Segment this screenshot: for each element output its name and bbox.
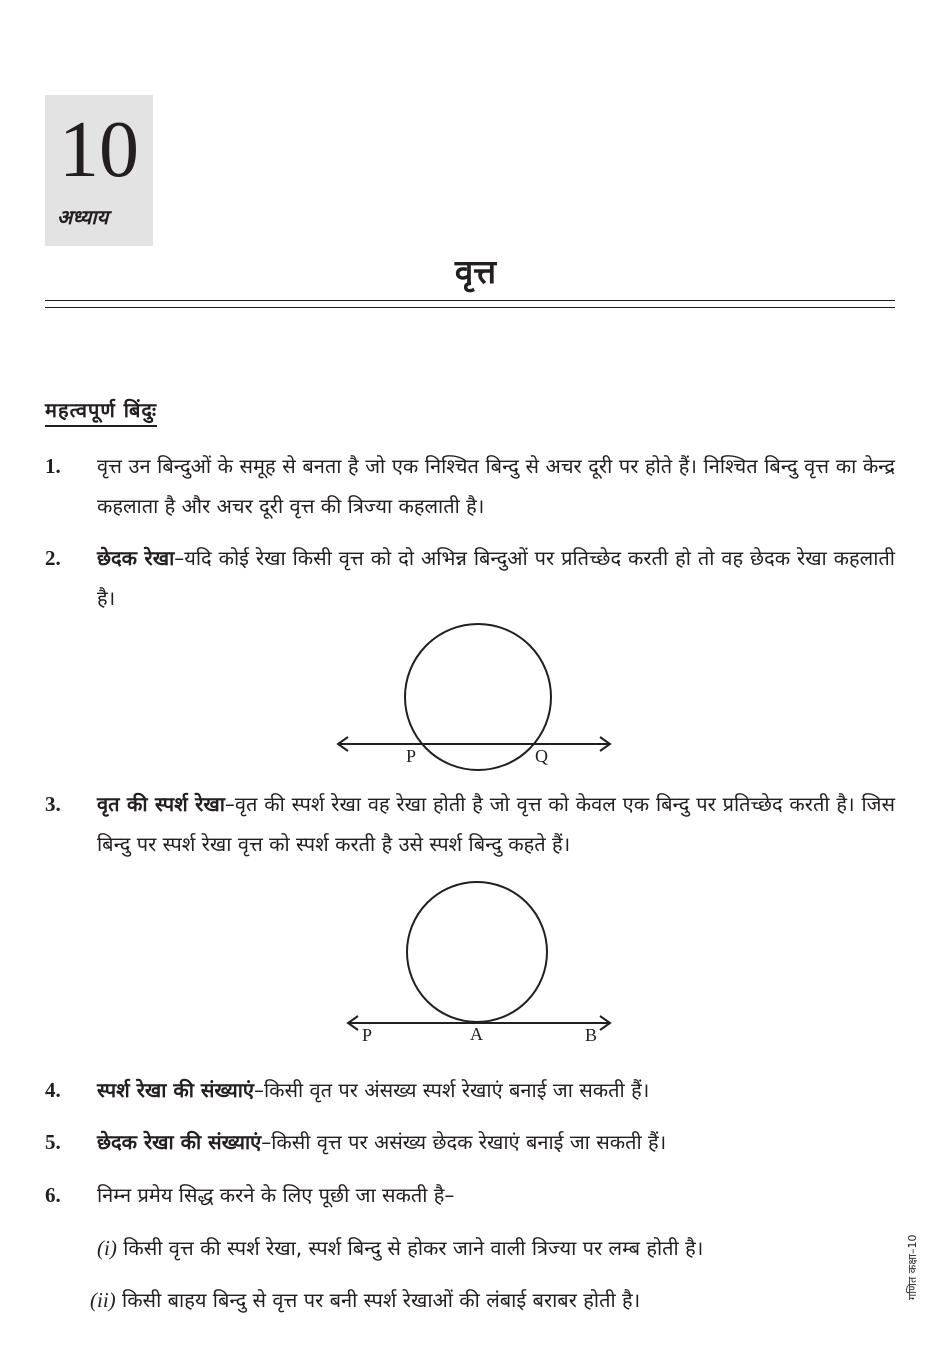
item-text: –वृत की स्पर्श रेखा वह रेखा होती है जो वृत्त को केवल एक बिन्दु पर प्रतिच्छेद करती है। जिस बिन्दु पर स्पर्श रेखा वृत्त को स्पर्श करती है उसे स्पर्श बिन्दु कहते हैं। — [97, 792, 895, 856]
point-label-b: B — [585, 1025, 598, 1045]
tangent-circle — [407, 882, 547, 1022]
list-item-2 — [45, 538, 895, 618]
sub-item-roman: (i) — [97, 1236, 117, 1260]
side-margin-mark: गणित कक्षा–10 — [906, 1234, 919, 1300]
sub-item-roman: (ii) — [90, 1288, 116, 1312]
sub-item-text: किसी वृत्त की स्पर्श रेखा, स्पर्श बिन्दु से होकर जाने वाली त्रिज्या पर लम्ब होती है। — [123, 1236, 704, 1260]
secant-circle — [405, 624, 551, 770]
section-heading: महत्वपूर्ण बिंदुः — [45, 396, 157, 427]
item-term: वृत की स्पर्श रेखा — [97, 792, 225, 816]
point-label-q: Q — [535, 746, 548, 766]
item-number: 3. — [45, 792, 61, 816]
item-number: 4. — [45, 1078, 61, 1102]
item-number: 2. — [45, 546, 61, 570]
chapter-label: अध्याय — [57, 205, 109, 229]
tangent-figure — [340, 880, 620, 1048]
list-item-3 — [45, 784, 895, 864]
secant-figure — [330, 618, 620, 778]
item-number: 1. — [45, 454, 61, 478]
item-term: स्पर्श रेखा की संख्याएं — [97, 1078, 254, 1102]
item-text: –किसी वृत पर अंसख्य स्पर्श रेखाएं बनाई जा सकती हैं। — [253, 1078, 650, 1102]
title-rule-top — [45, 300, 895, 301]
item-text: वृत्त उन बिन्दुओं के समूह से बनता है जो एक निश्चित बिन्दु से अचर दूरी पर होते हैं। निश्चित बिन्दु वृत्त का केन्द्र कहलाता है और अचर दूरी वृत्त की त्रिज्या कहलाती है। — [97, 454, 895, 518]
item-number: 6. — [45, 1183, 61, 1207]
list-item-4 — [45, 1070, 895, 1110]
item-term: छेदक रेखा की संख्याएं — [97, 1130, 262, 1154]
point-label-a: A — [470, 1024, 483, 1044]
item-text: निम्न प्रमेय सिद्ध करने के लिए पूछी जा सकती है– — [97, 1183, 455, 1207]
sub-item-1 — [97, 1228, 703, 1268]
point-label-p: P — [362, 1025, 373, 1045]
list-item-5 — [45, 1122, 895, 1162]
chapter-number: 10 — [59, 106, 139, 194]
chapter-box — [45, 95, 153, 246]
item-text: –किसी वृत्त पर असंख्य छेदक रेखाएं बनाई जा सकती हैं। — [261, 1130, 667, 1154]
item-text: –यदि कोई रेखा किसी वृत्त को दो अभिन्न बिन्दुओं पर प्रतिच्छेद करती हो तो वह छेदक रेखा कहलाती है। — [97, 546, 895, 610]
page-title: वृत्त — [454, 252, 497, 291]
title-rule-bottom — [45, 307, 895, 308]
item-number: 5. — [45, 1130, 61, 1154]
list-item-1 — [45, 446, 895, 526]
point-label-p: P — [406, 746, 417, 766]
item-term: छेदक रेखा — [97, 546, 175, 570]
sub-item-text: किसी बाहय बिन्दु से वृत्त पर बनी स्पर्श रेखाओं की लंबाई बराबर होती है। — [122, 1288, 641, 1312]
list-item-6 — [45, 1175, 895, 1215]
sub-item-2 — [90, 1280, 640, 1320]
